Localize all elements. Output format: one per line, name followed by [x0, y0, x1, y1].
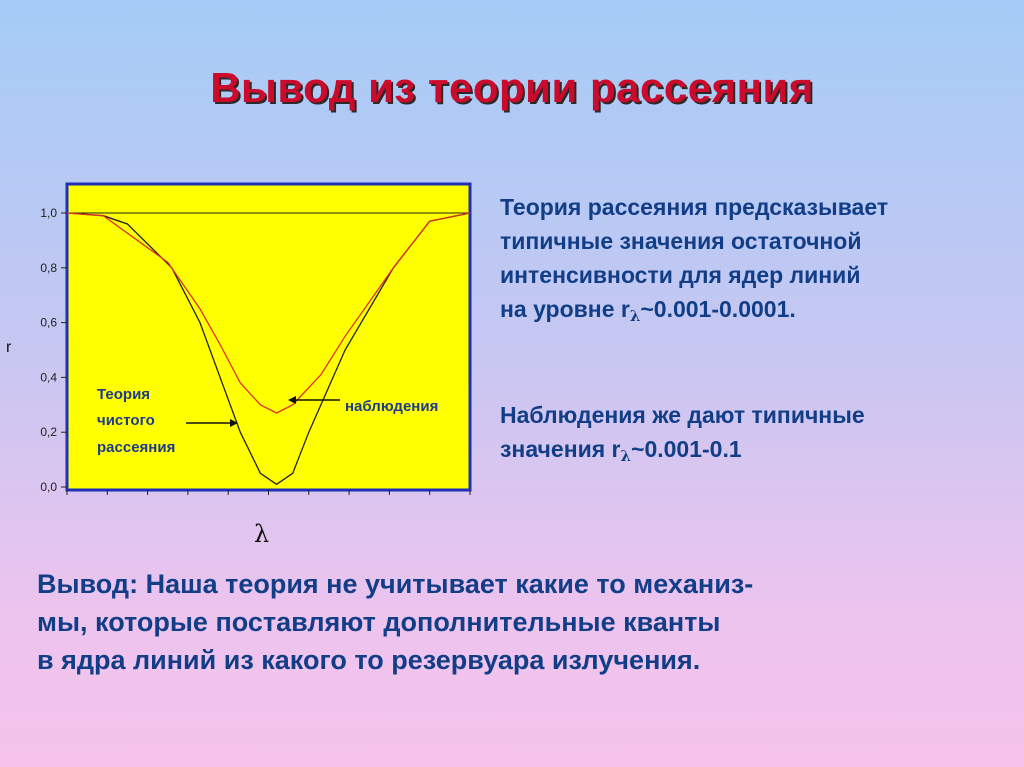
y-tick-label: 0,2 [40, 425, 57, 440]
slide-title: Вывод из теории рассеяния [210, 64, 814, 111]
observations-line-2-prefix: значения r [500, 436, 621, 462]
y-tick-label: 0,6 [40, 315, 57, 330]
y-axis-label: r [6, 339, 12, 356]
y-tick-label: 0,4 [40, 370, 57, 385]
line-profile-chart [0, 170, 500, 560]
theory-annotation-line-3: рассеяния [97, 439, 176, 456]
x-axis-label: λ [254, 520, 270, 548]
lambda-subscript: λ [620, 447, 632, 465]
conclusion-text [37, 565, 753, 679]
y-tick-label: 1,0 [40, 206, 57, 220]
observations-paragraph [500, 398, 865, 473]
conclusion-line-2: мы, которые поставляют дополнительные кванты [37, 607, 721, 637]
lambda-subscript: λ [629, 307, 641, 325]
theory-line-3: интенсивности для ядер линий [500, 262, 861, 288]
conclusion-line-3: в ядра линий из какого то резервуара излучения. [37, 645, 701, 675]
theory-annotation-line-1: Теория [97, 386, 151, 403]
theory-paragraph [500, 190, 888, 333]
y-tick-label: 0,8 [40, 260, 57, 275]
theory-line-2: типичные значения остаточной [500, 228, 862, 254]
theory-annotation-line-2: чистого [97, 412, 155, 429]
observations-line-1: Наблюдения же дают типичные [500, 402, 865, 428]
theory-line-4-suffix: ~0.001-0.0001. [640, 296, 796, 322]
observations-annotation: наблюдения [345, 398, 439, 415]
observations-line-2 [500, 432, 865, 473]
y-tick-label: 0,0 [40, 480, 57, 494]
theory-line-4 [500, 292, 888, 333]
observations-line-2-suffix: ~0.001-0.1 [631, 436, 742, 462]
theory-line-4-prefix: на уровне r [500, 296, 630, 322]
theory-line-1: Теория рассеяния предсказывает [500, 194, 889, 220]
conclusion-line-1: Вывод: Наша теория не учитывает какие то механиз- [37, 569, 754, 599]
